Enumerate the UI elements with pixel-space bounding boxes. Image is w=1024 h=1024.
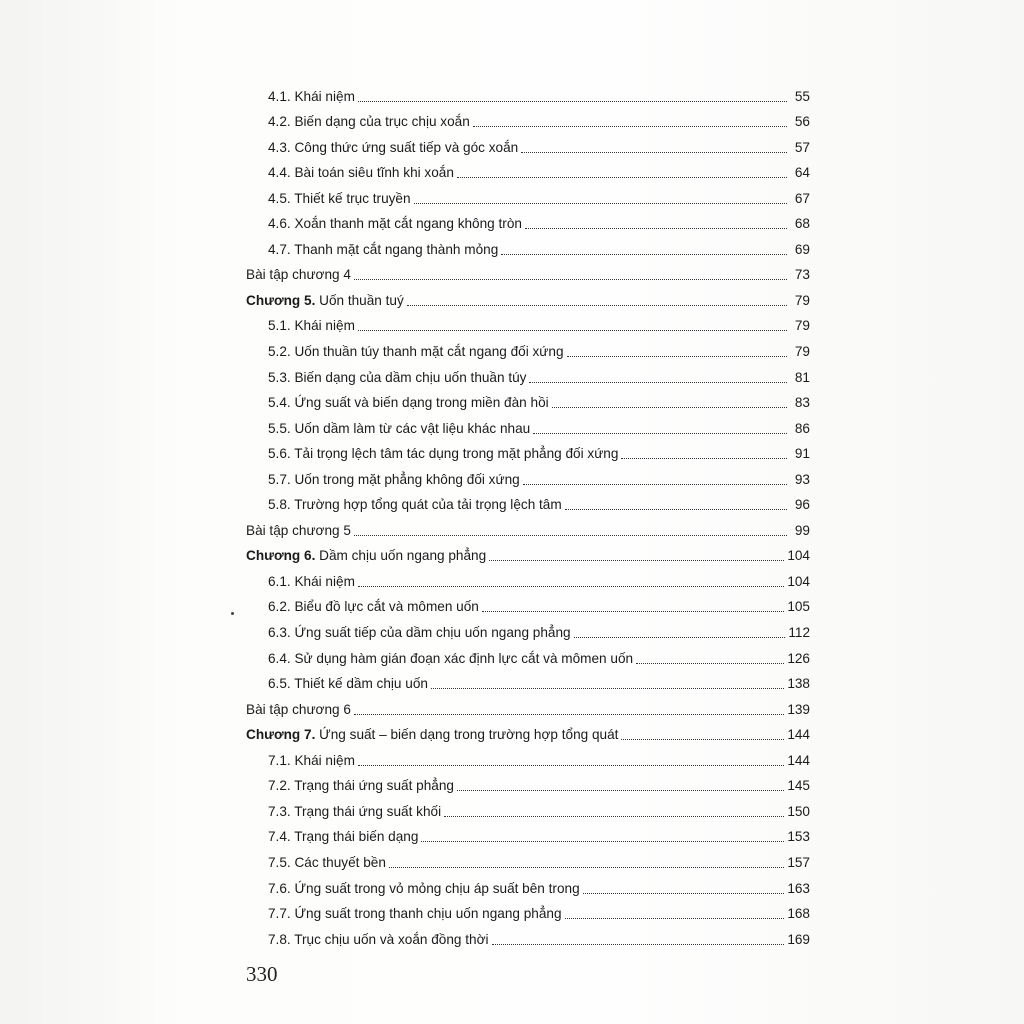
toc-entry-title	[246, 702, 351, 718]
toc-page-number: 79	[794, 318, 810, 334]
toc-entry-text: 5.7. Uốn trong mặt phẳng không đối xứng	[268, 471, 520, 487]
toc-section-entry	[246, 462, 810, 488]
toc-page-number: 145	[787, 778, 810, 794]
toc-section-entry	[246, 820, 810, 846]
toc-page-number: 139	[787, 701, 810, 717]
toc-entry-text: 4.3. Công thức ứng suất tiếp và góc xoắn	[268, 139, 519, 155]
page-number: 330	[246, 962, 278, 986]
toc-section-entry	[246, 641, 810, 667]
toc-entry-text: 7.7. Ứng suất trong thanh chịu uốn ngang phẳng	[268, 906, 562, 922]
toc-page-number: 138	[787, 676, 810, 692]
toc-section-entry	[246, 207, 810, 233]
toc-entry-text: 5.6. Tải trọng lệch tâm tác dụng trong mặt phẳng đối xứng	[268, 446, 619, 462]
toc-entry-title	[246, 267, 351, 283]
dot-leader	[358, 100, 787, 102]
print-speck	[231, 612, 234, 615]
dot-leader	[354, 278, 787, 280]
toc-entry-text: 4.6. Xoắn thanh mặt cắt ngang không tròn	[268, 216, 522, 232]
toc-entry-text: 5.5. Uốn dầm làm từ các vật liệu khác nhau	[268, 420, 531, 436]
toc-entry-text: Dầm chịu uốn ngang phẳng	[315, 548, 487, 564]
toc-section-entry	[246, 334, 810, 360]
toc-page-number: 126	[787, 650, 810, 666]
toc-page-number: 69	[794, 241, 810, 257]
toc-entry-title	[268, 651, 633, 667]
toc-chapter-heading	[246, 539, 810, 565]
dot-leader	[457, 789, 784, 791]
toc-entry-text: 7.8. Trục chịu uốn và xoắn đồng thời	[268, 931, 489, 947]
toc-page-number: 55	[794, 88, 810, 104]
toc-page-number: 67	[794, 190, 810, 206]
toc-entry-title	[268, 804, 441, 820]
dot-leader	[492, 943, 785, 945]
toc-section-entry	[246, 667, 810, 693]
dot-leader	[621, 457, 787, 459]
toc-exercise-entry	[246, 258, 810, 284]
toc-entry-text: 6.5. Thiết kế dầm chịu uốn	[268, 676, 428, 692]
toc-page-number: 73	[794, 267, 810, 283]
toc-page-number: 144	[787, 752, 810, 768]
toc-section-entry	[246, 615, 810, 641]
toc-section-entry	[246, 360, 810, 386]
dot-leader	[421, 840, 784, 842]
toc-page-number: 57	[794, 139, 810, 155]
toc-entry-title	[268, 472, 520, 488]
toc-entry-text: Bài tập chương 6	[246, 701, 351, 717]
toc-page-number: 64	[794, 165, 810, 181]
toc-section-entry	[246, 79, 810, 105]
toc-entry-text: 7.1. Khái niệm	[268, 752, 355, 768]
toc-entry-title	[268, 446, 618, 462]
toc-page-number: 83	[794, 395, 810, 411]
chapter-label: Chương 6.	[246, 548, 316, 564]
dot-leader	[431, 687, 784, 689]
toc-page-number: 93	[794, 471, 810, 487]
dot-leader	[501, 253, 787, 255]
toc-section-entry	[246, 564, 810, 590]
toc-entry-title	[268, 191, 411, 207]
toc-entry-text: 6.2. Biểu đồ lực cắt và mômen uốn	[268, 599, 479, 615]
toc-page-number: 150	[787, 803, 810, 819]
toc-page-number: 91	[794, 446, 810, 462]
toc-entry-title	[268, 599, 479, 615]
toc-entry-title	[268, 114, 470, 130]
dot-leader	[354, 534, 787, 536]
toc-entry-title	[268, 242, 498, 258]
toc-entry-title	[268, 395, 549, 411]
toc-entry-title	[268, 421, 530, 437]
toc-entry-title	[268, 216, 522, 232]
toc-entry-title	[268, 344, 564, 360]
toc-entry-text: Ứng suất – biến dạng trong trường hợp tổng quát	[315, 727, 619, 743]
toc-section-entry	[246, 769, 810, 795]
dot-leader	[354, 713, 784, 715]
dot-leader	[358, 764, 784, 766]
toc-entry-title	[268, 89, 355, 105]
toc-entry-title	[268, 855, 386, 871]
toc-entry-text: 4.4. Bài toán siêu tĩnh khi xoắn	[268, 165, 454, 181]
toc-entry-title	[246, 727, 618, 743]
toc-entry-title	[268, 881, 580, 897]
toc-page-number: 56	[794, 114, 810, 130]
toc-entry-text: 7.3. Trạng thái ứng suất khối	[268, 803, 442, 819]
toc-entry-title	[268, 932, 489, 948]
dot-leader	[583, 892, 785, 894]
dot-leader	[565, 508, 787, 510]
dot-leader	[621, 738, 784, 740]
toc-entry-title	[268, 753, 355, 769]
dot-leader	[414, 202, 787, 204]
toc-section-entry	[246, 871, 810, 897]
dot-leader	[523, 483, 787, 485]
toc-entry-text: 4.7. Thanh mặt cắt ngang thành mỏng	[268, 241, 499, 257]
toc-section-entry	[246, 105, 810, 131]
toc-entry-text: 6.4. Sử dụng hàm gián đoạn xác định lực cắt và mômen uốn	[268, 650, 634, 666]
toc-entry-title	[268, 676, 428, 692]
dot-leader	[574, 636, 786, 638]
toc-entry-title	[246, 548, 486, 564]
dot-leader	[552, 406, 787, 408]
toc-section-entry	[246, 794, 810, 820]
toc-section-entry	[246, 309, 810, 335]
toc-entry-text: Bài tập chương 5	[246, 522, 351, 538]
dot-leader	[482, 610, 784, 612]
toc-entry-title	[268, 829, 418, 845]
toc-section-entry	[246, 743, 810, 769]
toc-section-entry	[246, 386, 810, 412]
chapter-label: Chương 5.	[246, 292, 316, 308]
toc-entry-title	[268, 906, 562, 922]
toc-entry-text: 7.6. Ứng suất trong vỏ mỏng chịu áp suất bên trong	[268, 880, 580, 896]
toc-entry-title	[246, 293, 404, 309]
dot-leader	[525, 227, 787, 229]
toc-page-number: 99	[794, 522, 810, 538]
dot-leader	[473, 125, 787, 127]
toc-section-entry	[246, 845, 810, 871]
dot-leader	[358, 585, 784, 587]
dot-leader	[521, 151, 787, 153]
toc-section-entry	[246, 156, 810, 182]
toc-page-number: 157	[787, 854, 810, 870]
toc-chapter-heading	[246, 718, 810, 744]
toc-entry-text: 5.3. Biến dạng của dầm chịu uốn thuần túy	[268, 369, 527, 385]
toc-page-number: 79	[794, 292, 810, 308]
toc-page-number: 105	[787, 599, 810, 615]
toc-entry-title	[268, 497, 562, 513]
toc-entry-text: 7.2. Trạng thái ứng suất phẳng	[268, 778, 454, 794]
chapter-label: Chương 7.	[246, 727, 316, 743]
toc-page-number: 68	[794, 216, 810, 232]
toc-section-entry	[246, 897, 810, 923]
dot-leader	[636, 662, 784, 664]
toc-entry-text: 6.1. Khái niệm	[268, 573, 355, 589]
toc-entry-title	[268, 140, 518, 156]
dot-leader	[407, 304, 787, 306]
toc-entry-text: 5.2. Uốn thuần túy thanh mặt cắt ngang đối xứng	[268, 344, 564, 360]
toc-section-entry	[246, 437, 810, 463]
toc-entry-text: 5.4. Ứng suất và biến dạng trong miền đàn hồi	[268, 395, 549, 411]
toc-section-entry	[246, 411, 810, 437]
toc-page-number: 104	[787, 573, 810, 589]
toc-page-number: 153	[787, 829, 810, 845]
toc-section-entry	[246, 130, 810, 156]
toc-section-entry	[246, 590, 810, 616]
toc-page-number: 81	[794, 369, 810, 385]
dot-leader	[533, 432, 787, 434]
toc-section-entry	[246, 232, 810, 258]
table-of-contents	[246, 79, 810, 948]
dot-leader	[567, 355, 787, 357]
toc-entry-title	[246, 523, 351, 539]
toc-entry-text: 7.4. Trạng thái biến dạng	[268, 829, 419, 845]
toc-page-number: 144	[787, 727, 810, 743]
dot-leader	[457, 176, 787, 178]
toc-section-entry	[246, 922, 810, 948]
toc-page-number: 169	[787, 931, 810, 947]
toc-page-number: 79	[794, 344, 810, 360]
toc-section-entry	[246, 488, 810, 514]
toc-exercise-entry	[246, 513, 810, 539]
toc-entry-title	[268, 318, 355, 334]
toc-exercise-entry	[246, 692, 810, 718]
toc-entry-text: 5.1. Khái niệm	[268, 318, 355, 334]
toc-entry-text: 4.2. Biến dạng của trục chịu xoắn	[268, 114, 470, 130]
toc-entry-text: 4.1. Khái niệm	[268, 88, 355, 104]
toc-page-number: 86	[794, 420, 810, 436]
dot-leader	[444, 815, 784, 817]
toc-chapter-heading	[246, 283, 810, 309]
toc-section-entry	[246, 181, 810, 207]
toc-entry-text: 4.5. Thiết kế trục truyền	[268, 190, 411, 206]
dot-leader	[489, 559, 784, 561]
toc-page-number: 96	[794, 497, 810, 513]
toc-page-number: 163	[787, 880, 810, 896]
toc-entry-text: 6.3. Ứng suất tiếp của dầm chịu uốn ngang phẳng	[268, 625, 571, 641]
toc-entry-title	[268, 574, 355, 590]
dot-leader	[565, 917, 785, 919]
toc-page-number: 112	[788, 625, 810, 641]
dot-leader	[529, 381, 787, 383]
dot-leader	[358, 329, 787, 331]
toc-entry-text: Bài tập chương 4	[246, 267, 351, 283]
toc-entry-text: 7.5. Các thuyết bền	[268, 854, 386, 870]
toc-entry-title	[268, 165, 454, 181]
toc-entry-title	[268, 370, 526, 386]
toc-entry-title	[268, 778, 454, 794]
toc-entry-text: 5.8. Trường hợp tổng quát của tải trọng lệch tâm	[268, 497, 562, 513]
toc-entry-title	[268, 625, 571, 641]
toc-entry-text: Uốn thuần tuý	[315, 292, 404, 308]
toc-page-number: 168	[787, 906, 810, 922]
toc-page-number: 104	[787, 548, 810, 564]
dot-leader	[389, 866, 784, 868]
